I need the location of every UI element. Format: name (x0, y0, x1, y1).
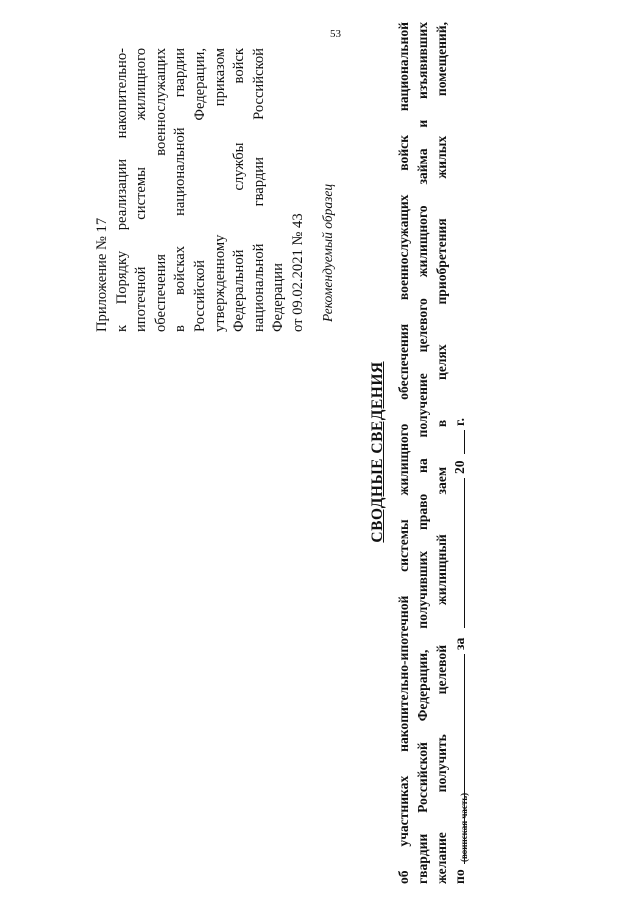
appendix-line: Приложение № 17 (94, 217, 110, 332)
appendix-line: Федерации (270, 263, 287, 332)
appendix-line: Федеральной службы войск (231, 48, 248, 332)
body-line: об участниках накопительно-ипотечной системы жилищного обеспечения военнослужащих войск национальной (396, 22, 411, 884)
year-blank (451, 430, 465, 454)
prefix-po: по (452, 869, 468, 884)
recommended-sample-note: Рекомендуемый образец (320, 183, 335, 322)
year-suffix: г. (452, 417, 468, 426)
body-line: желание получить целевой жилищный заем в целях приобретения жилых помещений, (433, 22, 449, 884)
body-line: гвардии Российской Федерации, получивших право на получение целевого жилищного займа и изъявивших (414, 22, 430, 884)
appendix-line: к Порядку реализации накопительно- (113, 48, 130, 332)
military-unit-sublabel: (воинская часть) (459, 792, 469, 862)
prefix-za: за (452, 637, 468, 650)
appendix-line: в войсках национальной гвардии (172, 48, 189, 332)
year-prefix: 20 (452, 460, 468, 474)
appendix-line: от 09.02.2021 № 43 (289, 213, 306, 332)
document-title: СВОДНЫЕ СВЕДЕНИЯ (369, 361, 386, 543)
appendix-line: утвержденному приказом (211, 48, 228, 332)
period-blank (451, 478, 465, 628)
document-body (395, 22, 470, 884)
appendix-block (93, 48, 309, 332)
appendix-line: национальной гвардии Российской (250, 48, 267, 332)
unit-period-line (451, 22, 470, 884)
rotated-content (73, 12, 473, 892)
appendix-line: обеспечения военнослужащих (152, 48, 169, 332)
page-number: 53 (330, 28, 341, 40)
appendix-line: Российской Федерации, (191, 48, 208, 332)
appendix-line: ипотечной системы жилищного (133, 48, 150, 332)
